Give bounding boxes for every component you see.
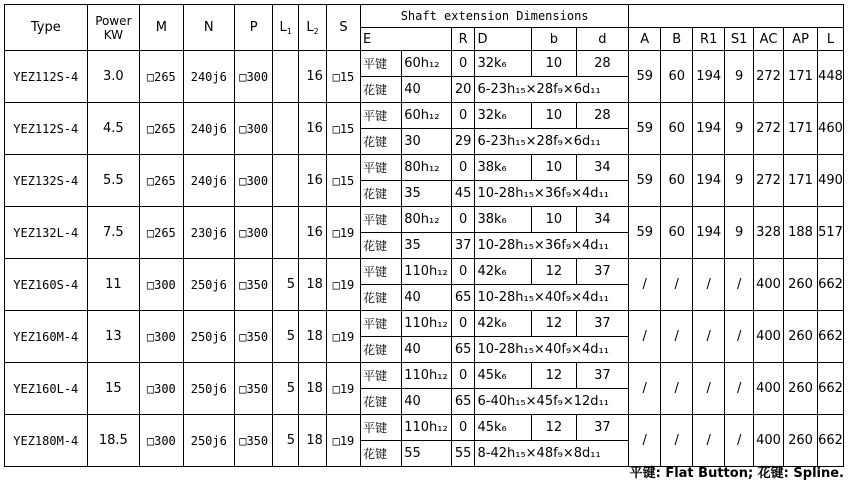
- header-l2-sub: 2: [313, 27, 319, 36]
- cell-power: 18.5: [87, 415, 140, 467]
- header-s1: S1: [725, 28, 754, 51]
- cell-n: 240j6: [183, 51, 235, 103]
- cell-type: YEZ112S-4: [5, 103, 88, 155]
- cell-spline-spec: 6-40h₁₅×45f₉×12d₁₁: [475, 389, 629, 415]
- cell-type: YEZ160S-4: [5, 259, 88, 311]
- cell-spline-label: 花键: [360, 441, 401, 467]
- cell-type: YEZ132L-4: [5, 207, 88, 259]
- cell-flat-r: 0: [451, 259, 475, 285]
- cell-l2: 16: [299, 207, 327, 259]
- cell-power: 13: [87, 311, 140, 363]
- cell-flat-dd: 34: [576, 155, 629, 181]
- cell-spline-e: 55: [402, 441, 452, 467]
- cell-flat-e: 60h₁₂: [402, 103, 452, 129]
- header-l2-label: L: [306, 20, 314, 35]
- cell-spline-e: 30: [402, 129, 452, 155]
- cell-flat-e: 110h₁₂: [402, 415, 452, 441]
- cell-flat-key-label: 平键: [360, 363, 401, 389]
- cell-s1: 9: [725, 207, 754, 259]
- header-ap: AP: [784, 28, 818, 51]
- cell-spline-r: 20: [451, 77, 475, 103]
- cell-spline-e: 40: [402, 389, 452, 415]
- cell-a: 59: [629, 103, 661, 155]
- header-m: M: [140, 5, 183, 51]
- cell-a: 59: [629, 51, 661, 103]
- table-row: [5, 363, 844, 389]
- cell-flat-dd: 37: [576, 311, 629, 337]
- header-p: P: [235, 5, 273, 51]
- cell-b: 60: [661, 103, 693, 155]
- cell-l2: 18: [299, 311, 327, 363]
- cell-spline-spec: 8-42h₁₅×48f₉×8d₁₁: [475, 441, 629, 467]
- cell-spline-e: 40: [402, 337, 452, 363]
- header-s: S: [326, 5, 360, 51]
- cell-spline-r: 65: [451, 389, 475, 415]
- cell-ap: 260: [784, 311, 818, 363]
- cell-l: 448: [818, 51, 844, 103]
- cell-flat-d: 38k₆: [475, 207, 532, 233]
- cell-flat-dd: 37: [576, 259, 629, 285]
- cell-l2: 18: [299, 259, 327, 311]
- cell-l: 662: [818, 311, 844, 363]
- cell-flat-e: 80h₁₂: [402, 207, 452, 233]
- header-a: A: [629, 28, 661, 51]
- header-type: Type: [5, 5, 88, 51]
- cell-m: □300: [140, 415, 183, 467]
- cell-s1: /: [725, 363, 754, 415]
- header-n: N: [183, 5, 235, 51]
- cell-ap: 188: [784, 207, 818, 259]
- cell-spline-label: 花键: [360, 77, 401, 103]
- cell-power: 4.5: [87, 103, 140, 155]
- header-l: L: [818, 28, 844, 51]
- table-row: [5, 103, 844, 129]
- cell-a: 59: [629, 207, 661, 259]
- cell-spline-spec: 10-28h₁₅×40f₉×4d₁₁: [475, 285, 629, 311]
- cell-l2: 18: [299, 363, 327, 415]
- cell-p: □350: [235, 415, 273, 467]
- cell-n: 230j6: [183, 207, 235, 259]
- cell-b: /: [661, 363, 693, 415]
- cell-l2: 16: [299, 103, 327, 155]
- cell-flat-r: 0: [451, 103, 475, 129]
- cell-flat-dd: 37: [576, 415, 629, 441]
- cell-ac: 400: [754, 415, 784, 467]
- cell-s: □19: [326, 311, 360, 363]
- cell-l1: [273, 103, 299, 155]
- cell-r1: /: [693, 363, 725, 415]
- cell-p: □350: [235, 259, 273, 311]
- cell-power: 5.5: [87, 155, 140, 207]
- cell-l1: [273, 155, 299, 207]
- legend-note: 平键: Flat Button; 花键: Spline.: [629, 466, 844, 481]
- cell-flat-d: 38k₆: [475, 155, 532, 181]
- cell-m: □300: [140, 259, 183, 311]
- cell-flat-d: 42k₆: [475, 259, 532, 285]
- cell-flat-r: 0: [451, 363, 475, 389]
- cell-flat-r: 0: [451, 311, 475, 337]
- cell-flat-b: 12: [532, 363, 576, 389]
- cell-n: 240j6: [183, 155, 235, 207]
- cell-flat-e: 110h₁₂: [402, 259, 452, 285]
- cell-spline-r: 65: [451, 285, 475, 311]
- cell-flat-r: 0: [451, 155, 475, 181]
- cell-s: □15: [326, 103, 360, 155]
- cell-power: 3.0: [87, 51, 140, 103]
- cell-p: □300: [235, 51, 273, 103]
- header-l1-sub: 1: [286, 27, 292, 36]
- cell-spline-label: 花键: [360, 389, 401, 415]
- cell-flat-key-label: 平键: [360, 415, 401, 441]
- cell-s1: /: [725, 259, 754, 311]
- cell-ac: 328: [754, 207, 784, 259]
- header-b-upper: B: [661, 28, 693, 51]
- cell-spline-spec: 10-28h₁₅×40f₉×4d₁₁: [475, 337, 629, 363]
- cell-s1: 9: [725, 103, 754, 155]
- header-d-upper: D: [475, 28, 532, 51]
- table-row: [5, 311, 844, 337]
- cell-l1: [273, 207, 299, 259]
- cell-flat-d: 32k₆: [475, 51, 532, 77]
- cell-a: /: [629, 259, 661, 311]
- cell-spline-label: 花键: [360, 129, 401, 155]
- cell-ac: 272: [754, 103, 784, 155]
- cell-type: YEZ132S-4: [5, 155, 88, 207]
- cell-spline-label: 花键: [360, 337, 401, 363]
- cell-m: □265: [140, 155, 183, 207]
- cell-flat-e: 110h₁₂: [402, 311, 452, 337]
- cell-spline-spec: 6-23h₁₅×28f₉×6d₁₁: [475, 77, 629, 103]
- cell-l1: [273, 51, 299, 103]
- cell-flat-key-label: 平键: [360, 103, 401, 129]
- header-ac: AC: [754, 28, 784, 51]
- table-row: [5, 51, 844, 77]
- cell-flat-b: 12: [532, 259, 576, 285]
- cell-s: □15: [326, 51, 360, 103]
- table-row: [5, 259, 844, 285]
- cell-n: 250j6: [183, 415, 235, 467]
- cell-m: □265: [140, 103, 183, 155]
- cell-flat-b: 10: [532, 155, 576, 181]
- cell-type: YEZ180M-4: [5, 415, 88, 467]
- table-row: [5, 415, 844, 441]
- header-b: b: [532, 28, 576, 51]
- cell-ap: 260: [784, 259, 818, 311]
- motor-dimension-table: [4, 4, 844, 467]
- cell-p: □350: [235, 311, 273, 363]
- cell-spline-e: 40: [402, 77, 452, 103]
- cell-p: □300: [235, 103, 273, 155]
- cell-l1: 5: [273, 415, 299, 467]
- cell-flat-b: 10: [532, 207, 576, 233]
- cell-b: 60: [661, 207, 693, 259]
- header-power-line1: Power: [95, 13, 132, 28]
- cell-flat-e: 80h₁₂: [402, 155, 452, 181]
- cell-ap: 171: [784, 155, 818, 207]
- header-shaft-extension: Shaft extension Dimensions: [360, 5, 628, 28]
- cell-l2: 16: [299, 51, 327, 103]
- cell-type: YEZ112S-4: [5, 51, 88, 103]
- cell-l: 490: [818, 155, 844, 207]
- cell-ac: 272: [754, 51, 784, 103]
- header-d-lower: d: [576, 28, 629, 51]
- cell-l: 662: [818, 363, 844, 415]
- cell-spline-spec: 10-28h₁₅×36f₉×4d₁₁: [475, 233, 629, 259]
- cell-flat-e: 60h₁₂: [402, 51, 452, 77]
- header-power-line2: KW: [103, 27, 124, 42]
- cell-spline-spec: 10-28h₁₅×36f₉×4d₁₁: [475, 181, 629, 207]
- cell-spline-r: 45: [451, 181, 475, 207]
- cell-ac: 400: [754, 363, 784, 415]
- cell-spline-r: 55: [451, 441, 475, 467]
- table-row: [5, 207, 844, 233]
- table-row: [5, 155, 844, 181]
- cell-b: /: [661, 415, 693, 467]
- cell-spline-r: 29: [451, 129, 475, 155]
- cell-flat-key-label: 平键: [360, 311, 401, 337]
- header-r1: R1: [693, 28, 725, 51]
- cell-l1: 5: [273, 259, 299, 311]
- cell-flat-r: 0: [451, 207, 475, 233]
- cell-flat-dd: 37: [576, 363, 629, 389]
- header-l1-label: L: [279, 20, 287, 35]
- cell-r1: 194: [693, 103, 725, 155]
- cell-n: 250j6: [183, 311, 235, 363]
- cell-s1: /: [725, 415, 754, 467]
- cell-l1: 5: [273, 363, 299, 415]
- cell-r1: /: [693, 259, 725, 311]
- cell-l: 662: [818, 415, 844, 467]
- cell-l2: 18: [299, 415, 327, 467]
- cell-type: YEZ160M-4: [5, 311, 88, 363]
- cell-spline-e: 35: [402, 181, 452, 207]
- cell-s: □19: [326, 363, 360, 415]
- cell-l2: 16: [299, 155, 327, 207]
- cell-flat-dd: 34: [576, 207, 629, 233]
- cell-flat-b: 10: [532, 51, 576, 77]
- cell-flat-b: 12: [532, 415, 576, 441]
- cell-s: □15: [326, 155, 360, 207]
- cell-l: 662: [818, 259, 844, 311]
- cell-p: □300: [235, 207, 273, 259]
- cell-b: /: [661, 311, 693, 363]
- cell-s1: /: [725, 311, 754, 363]
- cell-a: /: [629, 415, 661, 467]
- cell-r1: 194: [693, 51, 725, 103]
- cell-ap: 260: [784, 415, 818, 467]
- cell-s1: 9: [725, 155, 754, 207]
- cell-type: YEZ160L-4: [5, 363, 88, 415]
- cell-s1: 9: [725, 51, 754, 103]
- cell-a: /: [629, 311, 661, 363]
- cell-ap: 171: [784, 103, 818, 155]
- cell-spline-label: 花键: [360, 233, 401, 259]
- cell-flat-dd: 28: [576, 103, 629, 129]
- cell-flat-d: 42k₆: [475, 311, 532, 337]
- cell-s: □19: [326, 259, 360, 311]
- cell-b: /: [661, 259, 693, 311]
- cell-r1: /: [693, 415, 725, 467]
- cell-m: □300: [140, 311, 183, 363]
- cell-a: 59: [629, 155, 661, 207]
- cell-flat-key-label: 平键: [360, 207, 401, 233]
- header-l1: [273, 5, 299, 51]
- cell-spline-label: 花键: [360, 285, 401, 311]
- cell-flat-r: 0: [451, 51, 475, 77]
- cell-spline-e: 35: [402, 233, 452, 259]
- cell-n: 250j6: [183, 363, 235, 415]
- header-e: E: [360, 28, 451, 51]
- cell-l: 460: [818, 103, 844, 155]
- cell-b: 60: [661, 155, 693, 207]
- cell-m: □265: [140, 51, 183, 103]
- cell-spline-e: 40: [402, 285, 452, 311]
- header-power: [87, 5, 140, 51]
- cell-power: 7.5: [87, 207, 140, 259]
- cell-flat-key-label: 平键: [360, 259, 401, 285]
- cell-b: 60: [661, 51, 693, 103]
- cell-ac: 400: [754, 311, 784, 363]
- cell-s: □19: [326, 207, 360, 259]
- cell-ac: 400: [754, 259, 784, 311]
- cell-spline-spec: 6-23h₁₅×28f₉×6d₁₁: [475, 129, 629, 155]
- cell-flat-d: 45k₆: [475, 363, 532, 389]
- cell-flat-e: 110h₁₂: [402, 363, 452, 389]
- cell-spline-label: 花键: [360, 181, 401, 207]
- cell-r1: 194: [693, 155, 725, 207]
- header-r: R: [451, 28, 475, 51]
- cell-r1: /: [693, 311, 725, 363]
- cell-ac: 272: [754, 155, 784, 207]
- cell-flat-d: 45k₆: [475, 415, 532, 441]
- cell-l: 517: [818, 207, 844, 259]
- cell-flat-key-label: 平键: [360, 51, 401, 77]
- cell-p: □300: [235, 155, 273, 207]
- cell-power: 15: [87, 363, 140, 415]
- cell-l1: 5: [273, 311, 299, 363]
- header-blank: [629, 5, 844, 28]
- cell-n: 250j6: [183, 259, 235, 311]
- header-l2: [299, 5, 327, 51]
- cell-flat-d: 32k₆: [475, 103, 532, 129]
- cell-s: □19: [326, 415, 360, 467]
- cell-spline-r: 37: [451, 233, 475, 259]
- cell-a: /: [629, 363, 661, 415]
- header-row-top: [5, 5, 844, 28]
- cell-flat-dd: 28: [576, 51, 629, 77]
- cell-r1: 194: [693, 207, 725, 259]
- cell-n: 240j6: [183, 103, 235, 155]
- cell-power: 11: [87, 259, 140, 311]
- cell-flat-r: 0: [451, 415, 475, 441]
- cell-ap: 171: [784, 51, 818, 103]
- cell-p: □350: [235, 363, 273, 415]
- cell-m: □300: [140, 363, 183, 415]
- cell-ap: 260: [784, 363, 818, 415]
- table-body: [5, 51, 844, 467]
- cell-spline-r: 65: [451, 337, 475, 363]
- cell-flat-key-label: 平键: [360, 155, 401, 181]
- cell-m: □265: [140, 207, 183, 259]
- cell-flat-b: 12: [532, 311, 576, 337]
- cell-flat-b: 10: [532, 103, 576, 129]
